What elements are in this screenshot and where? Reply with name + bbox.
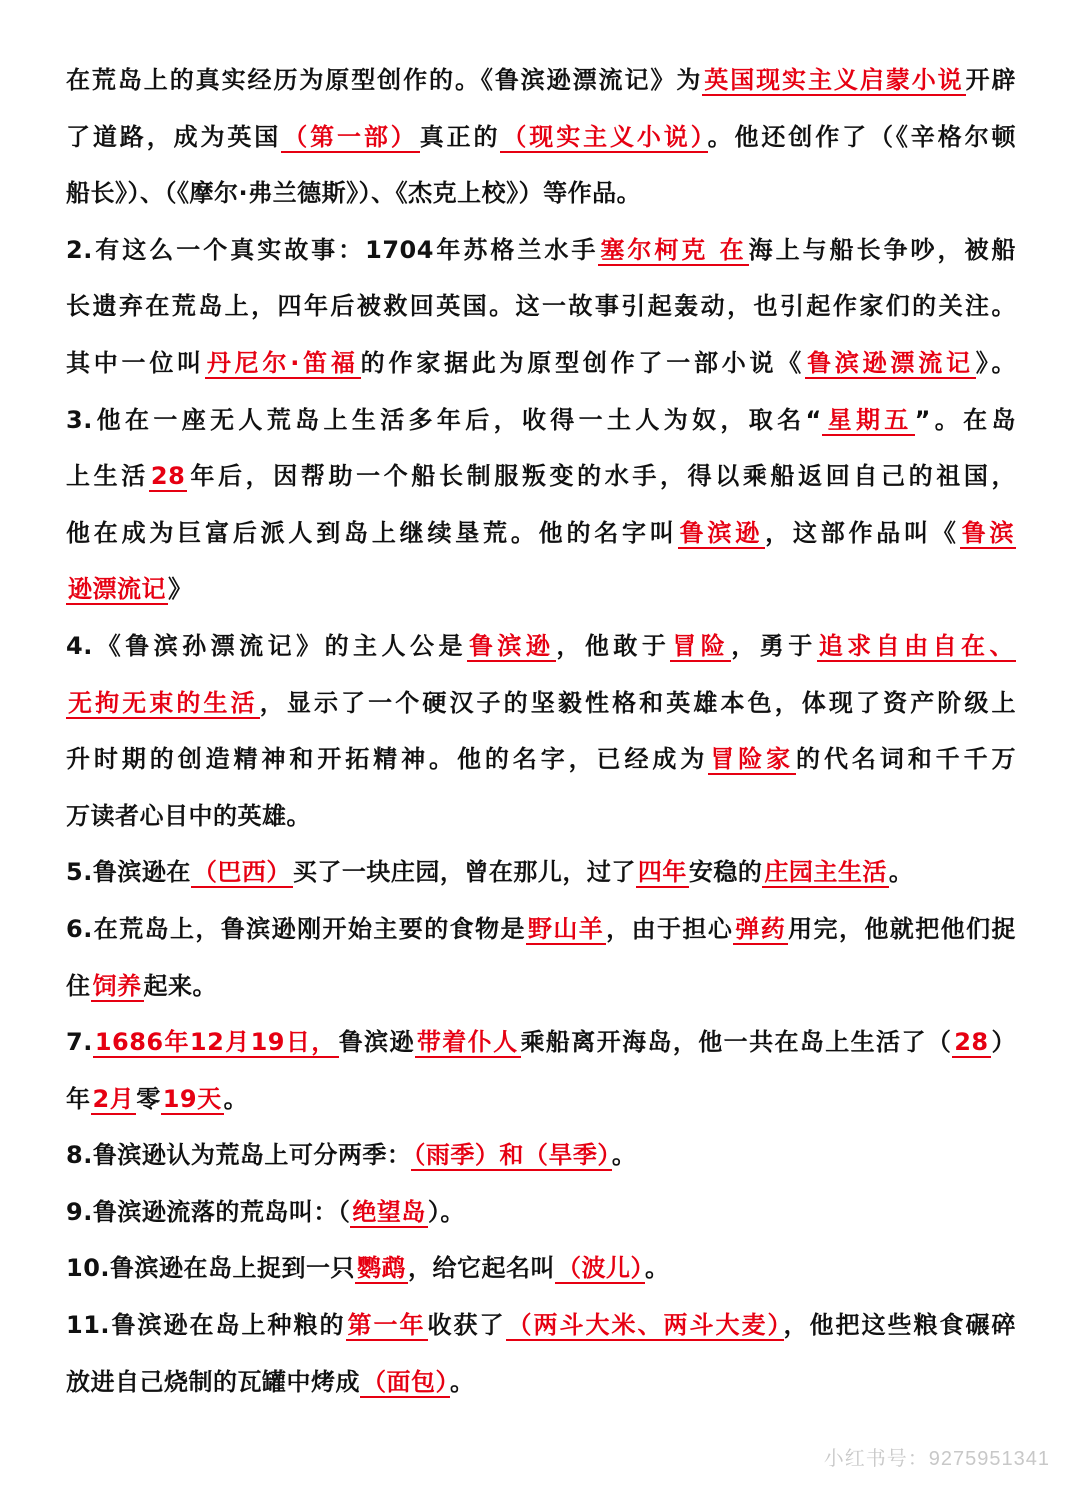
answer-text: （雨季）和（旱季） [413, 1141, 610, 1170]
answer-text: （第一部） [283, 122, 418, 151]
question-text: ） [990, 1028, 1017, 1057]
answer-text: 鲁滨逊 [679, 518, 764, 547]
answer-text: 星期五 [823, 405, 913, 434]
question-text: 。 [223, 1084, 249, 1113]
question-text: 上生活 [66, 462, 149, 491]
question-text: 用完，他就把他们捉 [788, 914, 1016, 943]
answer-text: 鲁滨逊漂流记 [807, 348, 974, 377]
text-line [66, 731, 1016, 788]
question-text: 。他还创作了（《辛格尔顿 [707, 122, 1017, 151]
question-text: 2.有这么一个真实故事：1704年苏格兰水手 [66, 235, 599, 264]
question-text: ，勇于 [731, 631, 817, 660]
question-text: 11.鲁滨逊在岛上种粮的 [66, 1311, 346, 1340]
question-text: 在荒岛上的真实经历为原型创作的。《鲁滨逊漂流记》为 [66, 66, 703, 94]
watermark: 小红书号：9275951341 [823, 1448, 1050, 1470]
text-line [66, 1354, 1016, 1411]
question-text: 》。 [975, 348, 1017, 377]
text-line [66, 335, 1016, 392]
text-line [66, 901, 1016, 958]
answer-text: 28 [954, 1028, 989, 1057]
question-text: 年后，因帮助一个船长制服叛变的水手，得以乘船返回自己的祖国， [187, 462, 1017, 491]
answer-text: 28 [150, 462, 186, 491]
question-text: 鲁滨逊 [338, 1028, 415, 1057]
answer-text: 丹尼尔·笛福 [206, 348, 359, 377]
question-text: ，给它起名叫 [408, 1254, 556, 1283]
question-text: 起来。 [143, 971, 217, 1000]
answer-text: （两斗大米、两斗大麦） [507, 1311, 782, 1340]
question-text: 5.鲁滨逊在 [66, 858, 191, 887]
question-text: 了道路，成为英国 [66, 122, 282, 151]
question-text: 开辟 [965, 66, 1017, 94]
answer-text: 逊漂流记 [68, 575, 166, 604]
text-line [66, 1184, 1016, 1241]
text-line [66, 1297, 1016, 1354]
text-line [66, 1127, 1016, 1184]
question-text: 长遗弃在荒岛上，四年后被救回英国。这一故事引起轰动，也引起作家们的关注。 [66, 292, 1016, 321]
text-line [66, 618, 1016, 675]
answer-text: 英国现实主义启蒙小说 [704, 66, 964, 94]
answer-text: （现实主义小说） [502, 122, 706, 151]
question-text: 乘船离开海岛，他一共在岛上生活了（ [520, 1028, 953, 1057]
question-text: 安稳的 [688, 858, 763, 887]
question-text: 真正的 [419, 122, 501, 151]
answer-text: 野山羊 [527, 914, 605, 943]
text-line [66, 278, 1016, 335]
answer-text: 饲养 [92, 971, 142, 1000]
answer-text: 鲁滨 [961, 518, 1015, 547]
question-text: 海上与船长争吵，被船 [748, 235, 1017, 264]
text-line [66, 52, 1016, 109]
question-text: 9.鲁滨逊流落的荒岛叫：（ [66, 1197, 351, 1226]
question-text: ，显示了一个硬汉子的坚毅性格和英雄本色，体现了资产阶级上 [259, 688, 1017, 717]
text-line [66, 222, 1016, 279]
question-text: ）。 [427, 1197, 465, 1226]
answer-text: 鹦鹉 [357, 1254, 407, 1283]
question-text: 零 [136, 1084, 161, 1113]
question-text: 8.鲁滨逊认为荒岛上可分两季： [66, 1141, 412, 1170]
question-text: 。 [450, 1367, 475, 1396]
question-text: 收获了 [427, 1311, 506, 1340]
question-text: 。 [611, 1141, 637, 1170]
question-text: 住 [66, 971, 91, 1000]
answer-text: 绝望岛 [352, 1197, 426, 1226]
question-text: 他在成为巨富后派人到岛上继续垦荒。他的名字叫 [66, 518, 678, 547]
answer-text: 庄园主生活 [764, 858, 887, 887]
answer-text: 2月 [92, 1084, 135, 1113]
answer-text: （面包） [362, 1367, 448, 1396]
question-text: ，他把这些粮食碾碎 [783, 1311, 1017, 1340]
text-line [66, 844, 1016, 901]
question-text: 升时期的创造精神和开拓精神。他的名字，已经成为 [66, 745, 709, 774]
answer-text: 塞尔柯克 在 [600, 235, 747, 264]
question-text: 万读者心目中的英雄。 [66, 801, 311, 830]
text-line [66, 958, 1016, 1015]
answer-text: 鲁滨逊 [468, 631, 555, 660]
question-text: 7. [66, 1028, 93, 1057]
question-text: ，他敢于 [556, 631, 671, 660]
text-line [66, 1240, 1016, 1297]
worksheet-body [66, 52, 1016, 1410]
answer-text: 冒险 [672, 631, 730, 660]
answer-text: 无拘无束的生活 [68, 688, 258, 717]
question-text: ，这部作品叫《 [765, 518, 960, 547]
question-text: 年 [66, 1084, 91, 1113]
text-line [66, 561, 1016, 618]
question-text: 的作家据此为原型创作了一部小说《 [360, 348, 806, 377]
question-text: 6.在荒岛上，鲁滨逊刚开始主要的食物是 [66, 914, 526, 943]
answer-text: （波儿） [557, 1254, 644, 1283]
question-text: 》 [168, 575, 193, 604]
answer-text: 弹药 [735, 914, 787, 943]
text-line [66, 505, 1016, 562]
question-text: 放进自己烧制的瓦罐中烤成 [66, 1367, 360, 1396]
question-text: 其中一位叫 [66, 348, 205, 377]
text-line [66, 448, 1016, 505]
answer-text: 19天 [162, 1084, 222, 1113]
answer-text: 四年 [637, 858, 687, 887]
answer-text: 1686年12月19日， [94, 1028, 337, 1057]
question-text: 的代名词和千千万 [796, 745, 1017, 774]
text-line [66, 675, 1016, 732]
question-text: 买了一块庄园，曾在那儿，过了 [292, 858, 636, 887]
question-text: 。 [645, 1254, 670, 1283]
text-line [66, 1014, 1016, 1071]
answer-text: 第一年 [347, 1311, 426, 1340]
text-line [66, 109, 1016, 166]
question-text: ”。在岛 [914, 405, 1017, 434]
question-text: 4.《鲁滨孙漂流记》的主人公是 [66, 631, 467, 660]
question-text: 3.他在一座无人荒岛上生活多年后，收得一土人为奴，取名“ [66, 405, 822, 434]
question-text: 10.鲁滨逊在岛上捉到一只 [66, 1254, 356, 1283]
question-text: 船长》）、（《摩尔·弗兰德斯》）、《杰克上校》）等作品。 [66, 179, 642, 208]
text-line [66, 788, 1016, 845]
text-line [66, 1071, 1016, 1128]
answer-text: 冒险家 [710, 745, 795, 774]
question-text: 。 [888, 858, 914, 887]
text-line [66, 392, 1016, 449]
answer-text: （巴西） [192, 858, 291, 887]
answer-text: 追求自由自在、 [818, 631, 1015, 660]
question-text: ，由于担心 [606, 914, 734, 943]
text-line [66, 165, 1016, 222]
answer-text: 带着仆人 [416, 1028, 519, 1057]
